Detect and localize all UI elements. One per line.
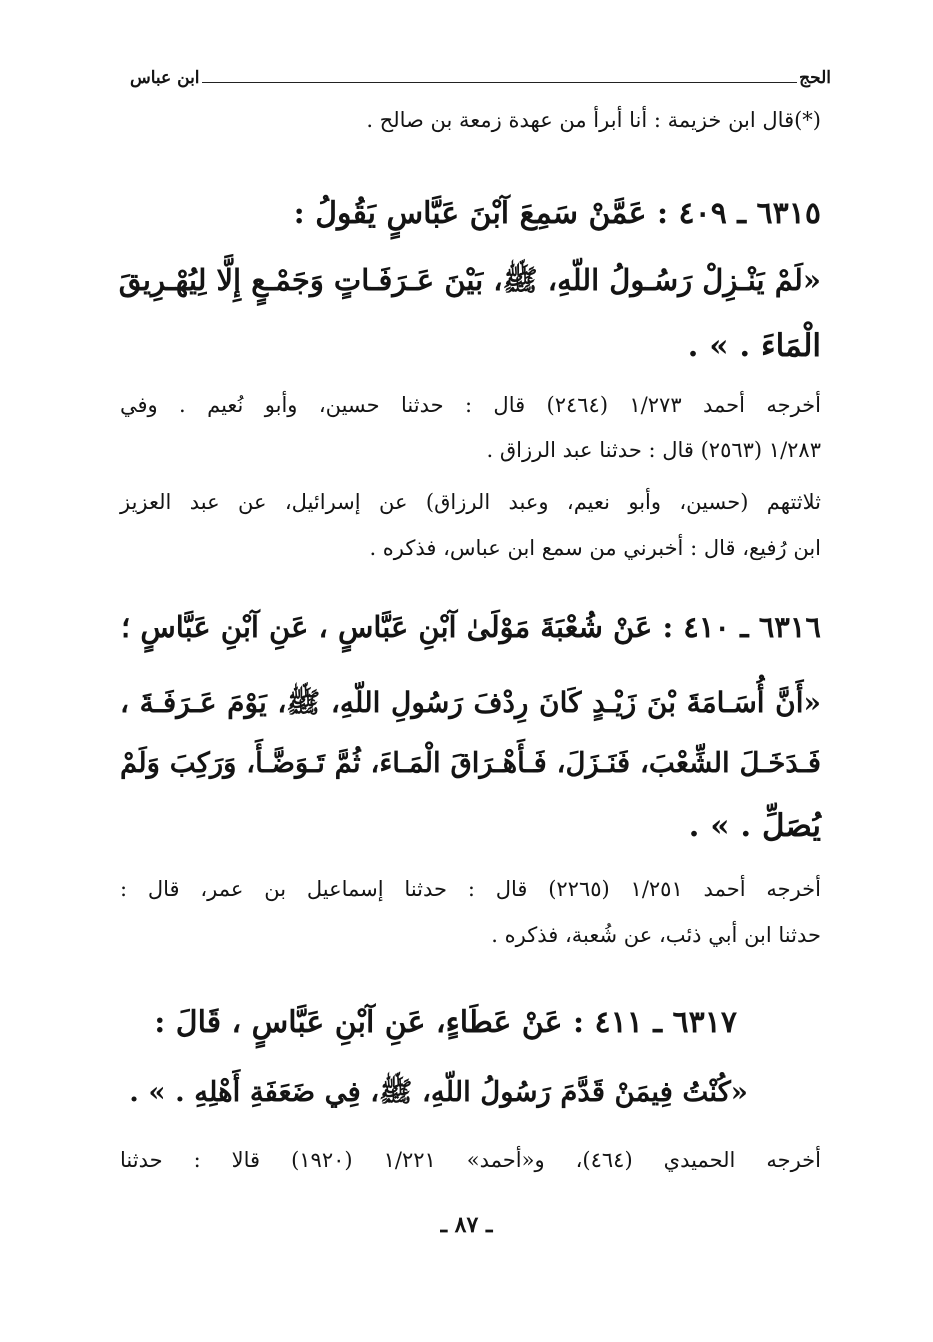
hadith-text-line: يُصَلِّ . » . [688, 808, 821, 844]
source-line: أخرجه أحمد ١/٢٧٣ (٢٤٦٤) قال : حدثنا حسين، وأبو نُعيم . وفي [120, 393, 821, 417]
source-line: حدثنا ابن أبي ذئب، عن شُعبة، فذكره . [491, 923, 821, 947]
hadith-text-line: «كُنْتُ فِيمَنْ قَدَّمَ رَسُولُ اللّهِ، ﷺ، فِي ضَعَفَةِ أَهْلِهِ . » . [129, 1076, 748, 1108]
source-line: ابن رُفيع، قال : أخبرني من سمع ابن عباس، فذكره . [369, 536, 821, 560]
hadith-heading-410: ٦٣١٦ ـ ٤١٠ : عَنْ شُعْبَةَ مَوْلَىٰ آبْنِ عَبَّاسٍ ، عَنِ آبْنِ عَبَّاسٍ ؛ [121, 610, 821, 644]
hadith-text-line: فَـدَخَـلَ الشِّعْبَ، فَنَـزَلَ، فَـأَهْـرَاقَ الْمَـاءَ، ثُمَّ تَـوَضَّـأَ، وَرَكِبَ وَلَمْ [120, 747, 821, 779]
hadith-heading-411: ٦٣١٧ ـ ٤١١ : عَنْ عَطَاءٍ، عَنِ آبْنِ عَبَّاسٍ ، قَالَ : [154, 1005, 737, 1040]
source-line: ١/٢٨٣ (٢٥٦٣) قال : حدثنا عبد الرزاق . [486, 438, 821, 462]
page-number: ـ ٨٧ ـ [440, 1212, 493, 1238]
source-line: أخرجه أحمد ١/٢٥١ (٢٢٦٥) قال : حدثنا إسماعيل بن عمر، قال : [120, 877, 821, 901]
source-line: ثلاثتهم (حسين، وأبو نعيم، وعبد الرزاق) عن إسرائيل، عن عبد العزيز [120, 490, 821, 514]
hadith-heading-409: ٦٣١٥ ـ ٤٠٩ : عَمَّنْ سَمِعَ آبْنَ عَبَّاسٍ يَقُولُ : [293, 196, 821, 231]
source-line: أخرجه الحميدي (٤٦٤)، و«أحمد» ١/٢٢١ (١٩٢٠) قالا : حدثنا [120, 1148, 821, 1172]
hadith-text-line: الْمَاءَ . » . [687, 328, 821, 364]
footnote-line: (*)قال ابن خزيمة : أنا أبرأ من عهدة زمعة بن صالح . [366, 108, 821, 132]
header-rule [202, 82, 797, 83]
header-narrator: ابن عباس [130, 68, 200, 88]
hadith-text-line: «أَنَّ أُسَـامَةَ بْنَ زَيْـدٍ كَانَ رِدْفَ رَسُولِ اللّهِ، ﷺ، يَوْمَ عَـرَفَـةَ ، [120, 686, 821, 719]
hadith-text-line: «لَمْ يَنْـزِلْ رَسُـولُ اللّهِ، ﷺ، بَيْنَ عَـرَفَـاتٍ وَجَمْـعٍ إِلَّا لِيُهْـرِيقَ [118, 263, 821, 297]
header-chapter: الحج [799, 68, 831, 88]
